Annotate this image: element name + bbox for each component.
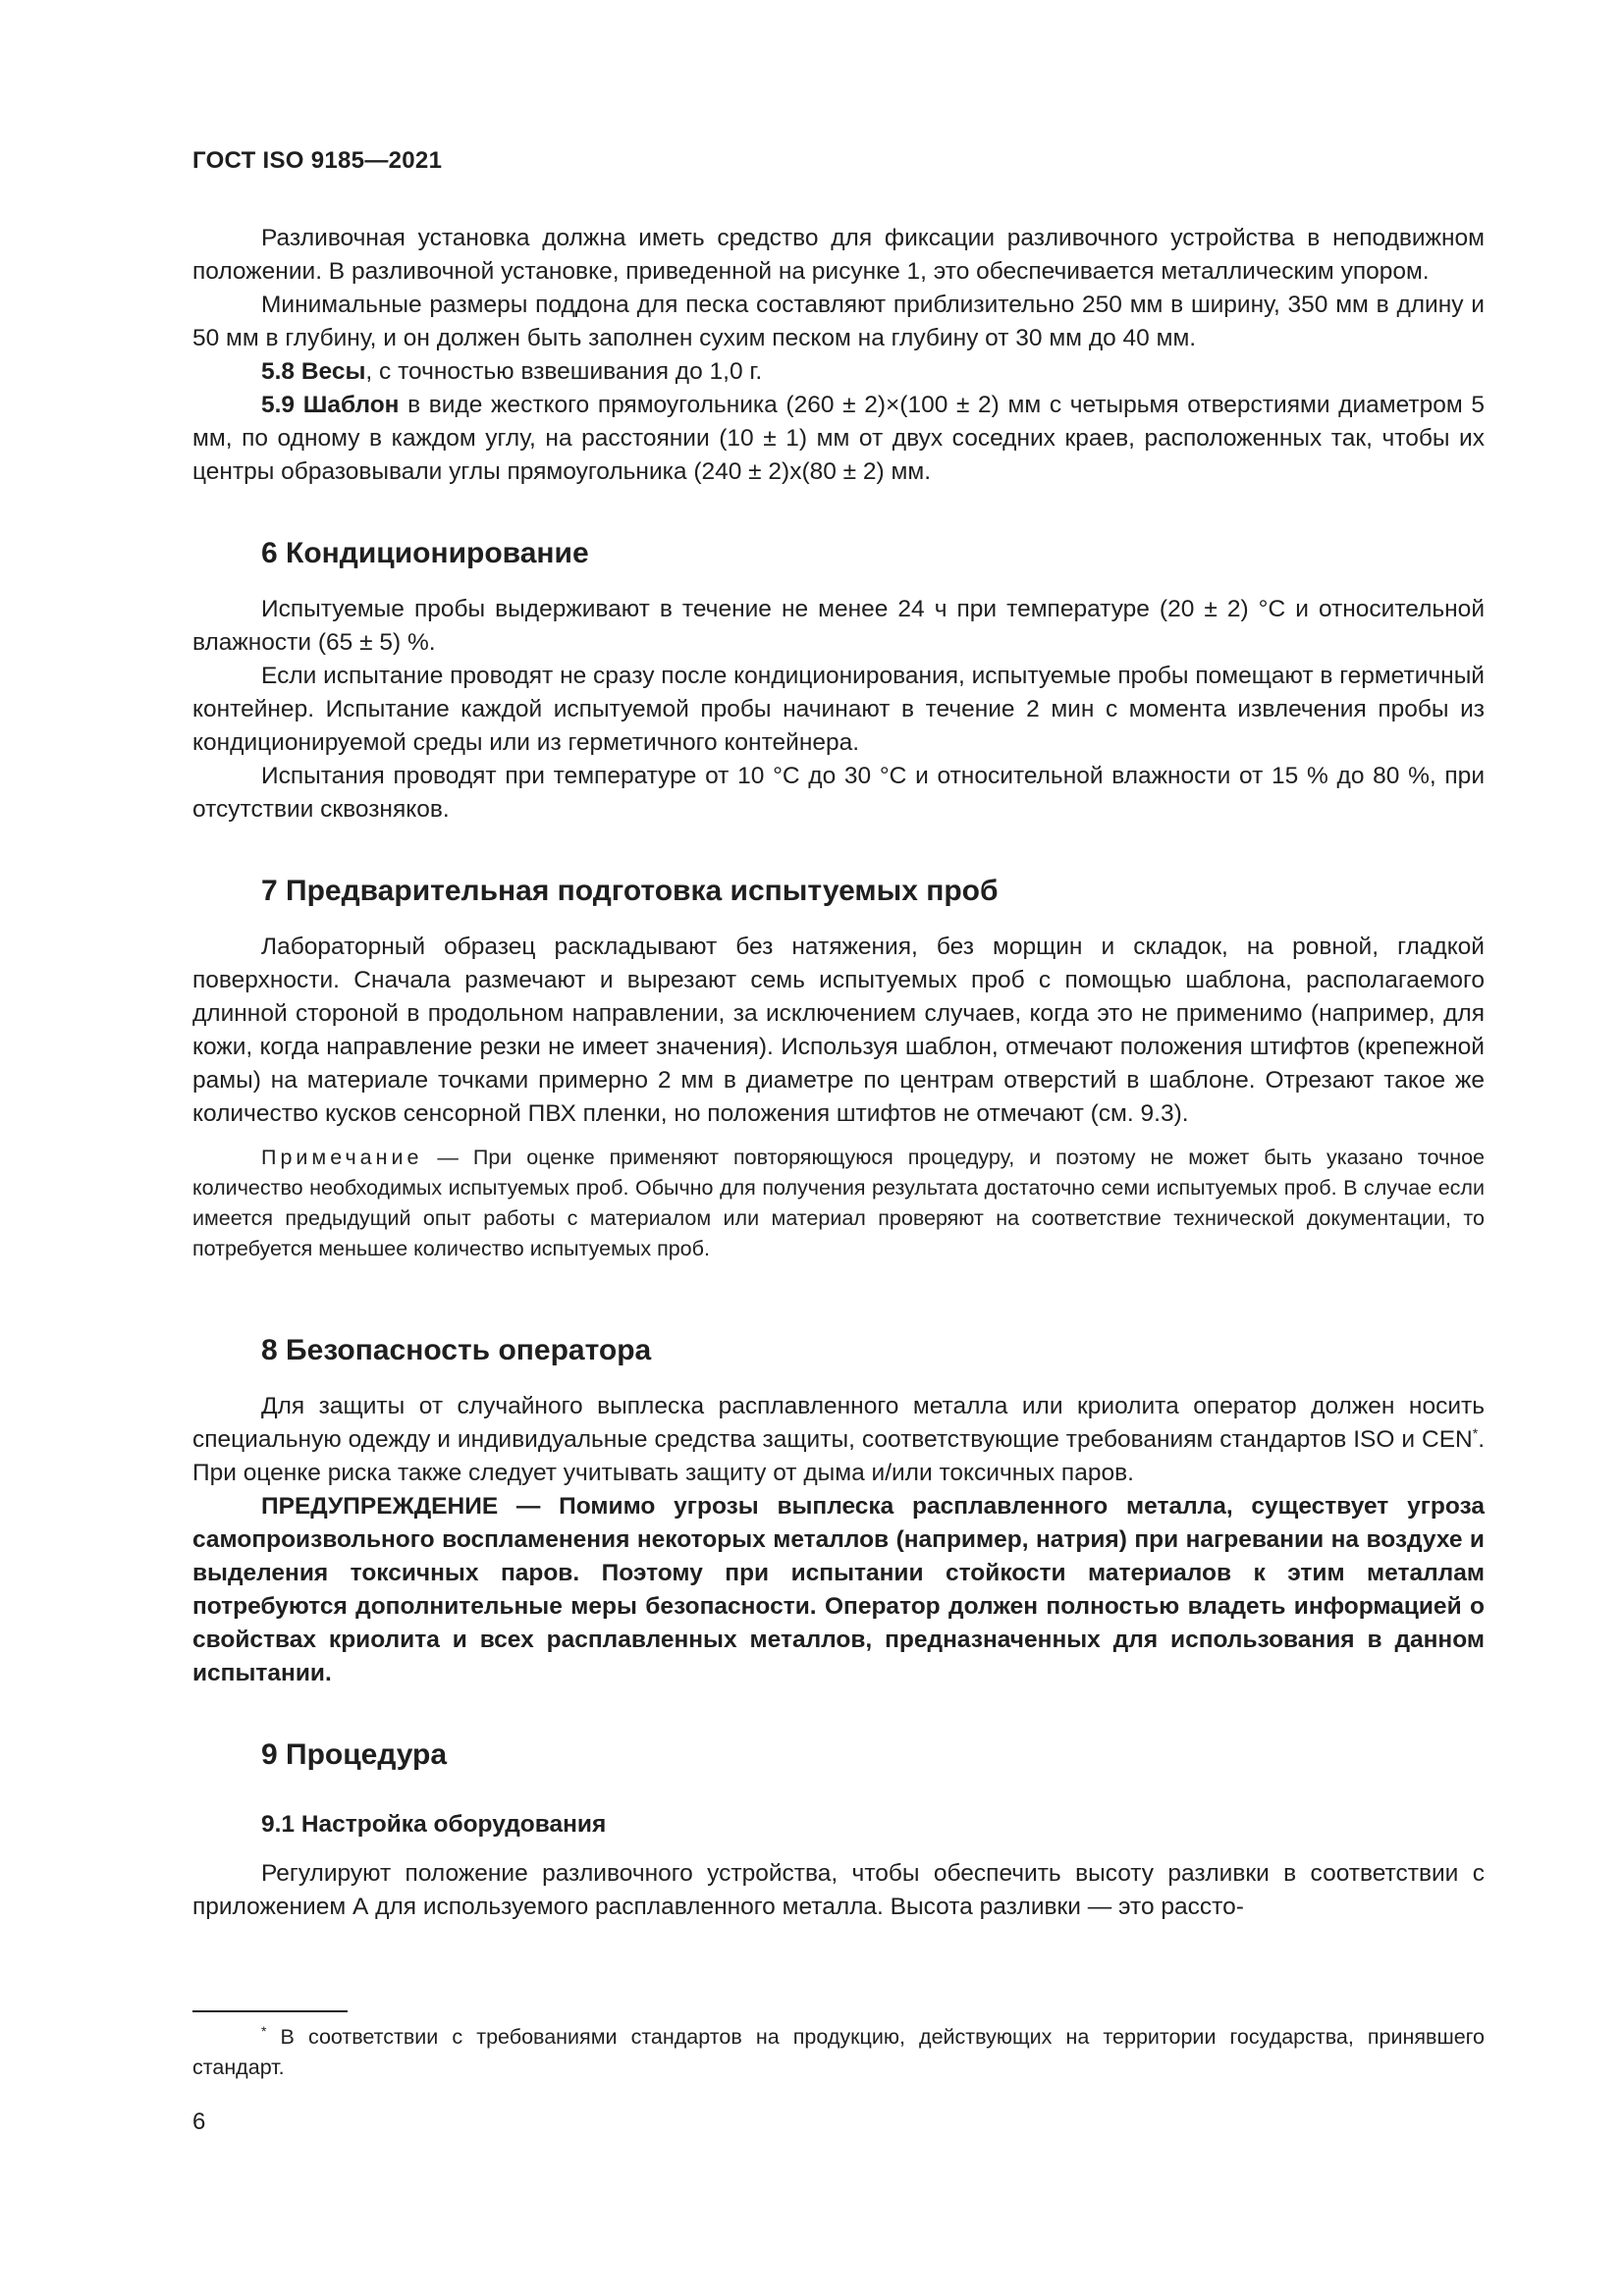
- footnote-divider: [192, 2010, 348, 2012]
- section-6-paragraph-1: Испытуемые пробы выдерживают в течение не менее 24 ч при температуре (20 ± 2) °С и относительной влажности (65 ± 5) %.: [192, 596, 1485, 656]
- footnote-reference-mark[interactable]: *: [1472, 1424, 1479, 1441]
- page-body: [192, 222, 1485, 1924]
- section-6-paragraph-2: Если испытание проводят не сразу после кондиционирования, испытуемые пробы помещают в герметичный контейнер. Испытание каждой испытуемой пробы начинают в течение 2 мин с момента извлечения пробы из кондиционируемой среды или из герметичного контейнера.: [192, 663, 1485, 756]
- paragraph-sand-tray: Минимальные размеры поддона для песка составляют приблизительно 250 мм в ширину, 350 мм в длину и 50 мм в глубину, и он должен быть заполнен сухим песком на глубину от 30 мм до 40 мм.: [192, 292, 1485, 351]
- section-8-heading: 8 Безопасность оператора: [261, 1334, 652, 1366]
- section-7-heading: 7 Предварительная подготовка испытуемых проб: [261, 875, 999, 907]
- section-9-1-paragraph-1: Регулируют положение разливочного устройства, чтобы обеспечить высоту разливки в соответствии с приложением А для используемого расплавленного металла. Высота разливки — это рассто-: [192, 1860, 1485, 1920]
- clause-5-8-label: 5.8 Весы: [261, 358, 366, 385]
- section-7-paragraph-1: Лабораторный образец раскладывают без натяжения, без морщин и складок, на ровной, гладкой поверхности. Сначала размечают и вырезают семь испытуемых проб с помощью шаблона, располагаемого длинной стороной в продольном направлении, за исключением случаев, когда это не применимо (например, для кожи, когда направление резки не имеет значения). Используя шаблон, отмечают положения штифтов (крепежной рамы) на материале точками примерно 2 мм в диаметре по центрам отверстий в шаблоне. Отрезают такое же количество кусков сенсорной ПВХ пленки, но положения штифтов не отмечают (см. 9.3).: [192, 934, 1485, 1127]
- section-6-heading: 6 Кондиционирование: [261, 537, 589, 569]
- section-8-text-after: . При оценке риска также следует учитывать защиту от дыма и/или токсичных паров.: [192, 1426, 1485, 1486]
- paragraph-scales: [192, 355, 1485, 389]
- paragraph-template: [192, 389, 1485, 489]
- footnote: [192, 2022, 1485, 2083]
- section-9-1-heading: 9.1 Настройка оборудования: [261, 1811, 607, 1838]
- clause-5-9-text: в виде жесткого прямоугольника (260 ± 2)×(100 ± 2) мм с четырьмя отверстиями диаметром 5 мм, по одному в каждом углу, на расстоянии (10 ± 1) мм от двух соседних краев, расположенных так, чтобы их центры образовывали углы прямоугольника (240 ± 2)х(80 ± 2) мм.: [192, 392, 1485, 485]
- page-number: 6: [192, 2109, 206, 2135]
- footnote-text: В соответствии с требованиями стандартов на продукцию, действующих на территории государства, принявшего стандарт.: [192, 2025, 1485, 2079]
- page-header: ГОСТ ISO 9185—2021: [192, 147, 443, 174]
- clause-5-9-label: 5.9 Шаблон: [261, 392, 400, 418]
- section-7-note: [192, 1143, 1485, 1264]
- section-8-text-before: Для защиты от случайного выплеска расплавленного металла или криолита оператор должен носить специальную одежду и индивидуальные средства защиты, соответствующие требованиям стандартов ISO и CEN: [192, 1393, 1485, 1453]
- paragraph-pouring-fixation: Разливочная установка должна иметь средство для фиксации разливочного устройства в неподвижном положении. В разливочной установке, приведенной на рисунке 1, это обеспечивается металлическим упором.: [192, 225, 1485, 285]
- note-text: — При оценке применяют повторяющуюся процедуру, и поэтому не может быть указано точное количество необходимых испытуемых проб. Обычно для получения результата достаточно семи испытуемых проб. В случае если имеется предыдущий опыт работы с материалом или материал проверяют на соответствие технической документации, то потребуется меньшее количество испытуемых проб.: [192, 1146, 1485, 1260]
- section-9-heading: 9 Процедура: [261, 1738, 448, 1771]
- clause-5-8-text: , с точностью взвешивания до 1,0 г.: [365, 358, 763, 385]
- footnote-mark: *: [261, 2022, 267, 2039]
- note-label: Примечание: [261, 1146, 423, 1169]
- section-8-paragraph-1: [192, 1390, 1485, 1490]
- section-6-paragraph-3: Испытания проводят при температуре от 10 °С до 30 °С и относительной влажности от 15 % до 80 %, при отсутствии сквозняков.: [192, 763, 1485, 823]
- section-8-warning: ПРЕДУПРЕЖДЕНИЕ — Помимо угрозы выплеска расплавленного металла, существует угроза самопроизвольного воспламенения некоторых металлов (например, натрия) при нагревании на воздухе и выделения токсичных паров. Поэтому при испытании стойкости материалов к этим металлам потребуются дополнительные меры безопасности. Оператор должен полностью владеть информацией о свойствах криолита и всех расплавленных металлов, предназначенных для использования в данном испытании.: [192, 1493, 1485, 1686]
